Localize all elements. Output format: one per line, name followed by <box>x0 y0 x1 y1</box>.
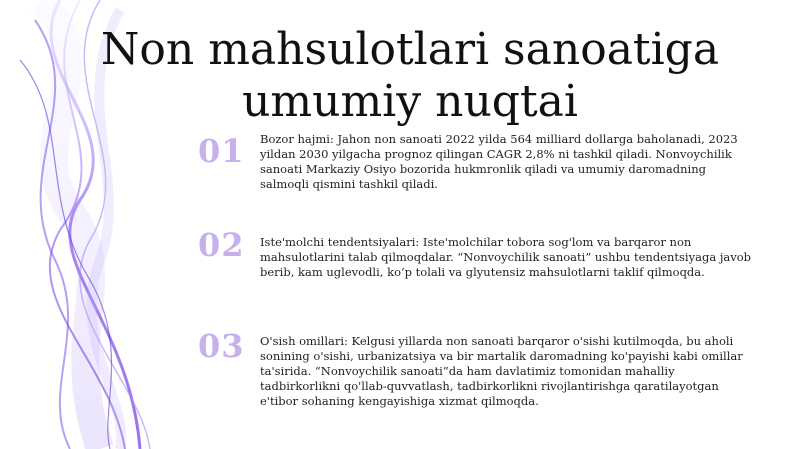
item-number: 02 <box>198 226 245 264</box>
page-title: Non mahsulotlari sanoatiga umumiy nuqtai <box>100 24 720 127</box>
item-number: 01 <box>198 132 245 170</box>
item-number: 03 <box>198 327 245 365</box>
item-text: Iste'molchi tendentsiyalari: Iste'molchilar tobora sog'lom va barqaror non mahsulotlarini talab qilmoqdalar. “Nonvoychilik sanoati” ushbu tendentsiyaga javob berib, kam uglevodli, ko‘p tolali va glyutensiz mahsulotlarni taklif qilmoqda. <box>260 235 752 279</box>
item-text: Bozor hajmi: Jahon non sanoati 2022 yilda 564 milliard dollarga baholanadi, 2023 yildan 2030 yilgacha prognoz qilingan CAGR 2,8% ni tashkil qiladi. Nonvoychilik sanoati Markaziy Osiyo bozorida hukmronlik qiladi va umumiy daromadning salmoqli qismini tashkil qiladi. <box>260 132 738 191</box>
item-text: O'sish omillari: Kelgusi yillarda non sanoati barqaror o'sishi kutilmoqda, bu aholi sonining o'sishi, urbanizatsiya va bir martalik daromadning ko'payishi kabi omillar ta'sirida. “Nonvoychilik sanoati”da ham davlatimiz tomonidan mahalliy tadbirkorlikni qo'llab-quvvatlash, tadbirkorlikni rivojlantirishga qaratilayotgan e'tibor sohaning kengayishiga xizmat qilmoqda. <box>260 334 743 408</box>
